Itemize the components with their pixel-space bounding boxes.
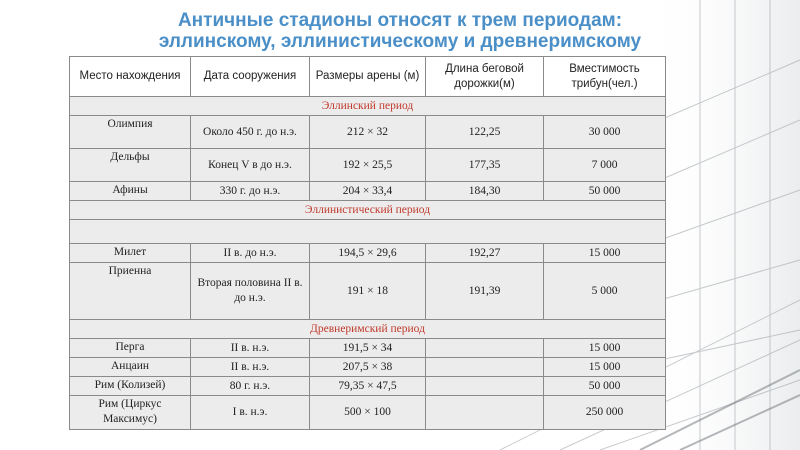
table-row — [70, 182, 666, 201]
cell-location: Приенна — [70, 263, 191, 320]
cell-arena-size: 194,5 × 29,6 — [310, 244, 426, 263]
cell-capacity: 50 000 — [544, 377, 666, 396]
cell-date: II в. н.э. — [191, 358, 310, 377]
cell-track-length: 184,30 — [426, 182, 544, 201]
header-arena-size: Размеры арены (м) — [310, 57, 426, 97]
table-row — [70, 263, 666, 320]
cell-capacity: 15 000 — [544, 339, 666, 358]
table-row — [70, 377, 666, 396]
spacer-cell — [70, 220, 666, 244]
cell-track-length: 192,27 — [426, 244, 544, 263]
period-label: Эллинский период — [70, 97, 666, 116]
cell-date: I в. н.э. — [191, 396, 310, 430]
table-spacer-row — [70, 220, 666, 244]
cell-track-length — [426, 396, 544, 430]
cell-location: Перга — [70, 339, 191, 358]
cell-date: Конец V в до н.э. — [191, 149, 310, 182]
cell-date: II в. до н.э. — [191, 244, 310, 263]
table-row — [70, 116, 666, 149]
cell-arena-size: 191 × 18 — [310, 263, 426, 320]
cell-track-length: 177,35 — [426, 149, 544, 182]
table-row — [70, 339, 666, 358]
cell-location: Милет — [70, 244, 191, 263]
cell-date: Вторая половина II в. до н.э. — [191, 263, 310, 320]
slide-title-line-2: эллинскому, эллинистическому и древнеримскому — [158, 31, 642, 52]
cell-location: Анцаин — [70, 358, 191, 377]
cell-arena-size: 204 × 33,4 — [310, 182, 426, 201]
table-row — [70, 149, 666, 182]
period-label: Древнеримский период — [70, 320, 666, 339]
cell-track-length — [426, 377, 544, 396]
cell-arena-size: 79,35 × 47,5 — [310, 377, 426, 396]
cell-date: II в. н.э. — [191, 339, 310, 358]
cell-capacity: 30 000 — [544, 116, 666, 149]
stadiums-table — [69, 56, 666, 430]
cell-arena-size: 191,5 × 34 — [310, 339, 426, 358]
slide-title — [60, 10, 740, 52]
period-label: Эллинистический период — [70, 201, 666, 220]
table-header-row — [70, 57, 666, 97]
cell-track-length — [426, 339, 544, 358]
cell-track-length — [426, 358, 544, 377]
cell-capacity: 50 000 — [544, 182, 666, 201]
header-location: Место нахождения — [70, 57, 191, 97]
header-date: Дата сооружения — [191, 57, 310, 97]
cell-track-length: 122,25 — [426, 116, 544, 149]
cell-arena-size: 207,5 × 38 — [310, 358, 426, 377]
cell-arena-size: 192 × 25,5 — [310, 149, 426, 182]
cell-location: Рим (Колизей) — [70, 377, 191, 396]
cell-date: 330 г. до н.э. — [191, 182, 310, 201]
cell-location: Афины — [70, 182, 191, 201]
cell-capacity: 15 000 — [544, 244, 666, 263]
header-track-length: Длина беговой дорожки(м) — [426, 57, 544, 97]
cell-track-length: 191,39 — [426, 263, 544, 320]
cell-capacity: 7 000 — [544, 149, 666, 182]
cell-location: Олимпия — [70, 116, 191, 149]
cell-date: 80 г. н.э. — [191, 377, 310, 396]
stadiums-table-container — [69, 56, 665, 430]
table-row — [70, 396, 666, 430]
period-row-roman — [70, 320, 666, 339]
cell-date: Около 450 г. до н.э. — [191, 116, 310, 149]
period-row-hellenic — [70, 97, 666, 116]
cell-location: Дельфы — [70, 149, 191, 182]
cell-capacity: 5 000 — [544, 263, 666, 320]
cell-capacity: 15 000 — [544, 358, 666, 377]
cell-arena-size: 212 × 32 — [310, 116, 426, 149]
cell-capacity: 250 000 — [544, 396, 666, 430]
header-capacity: Вместимость трибун(чел.) — [544, 57, 666, 97]
table-row — [70, 244, 666, 263]
period-row-hellenistic — [70, 201, 666, 220]
cell-location: Рим (Циркус Максимус) — [70, 396, 191, 430]
cell-arena-size: 500 × 100 — [310, 396, 426, 430]
table-row — [70, 358, 666, 377]
slide-title-line-1: Античные стадионы относят к трем периодам: — [177, 10, 623, 31]
